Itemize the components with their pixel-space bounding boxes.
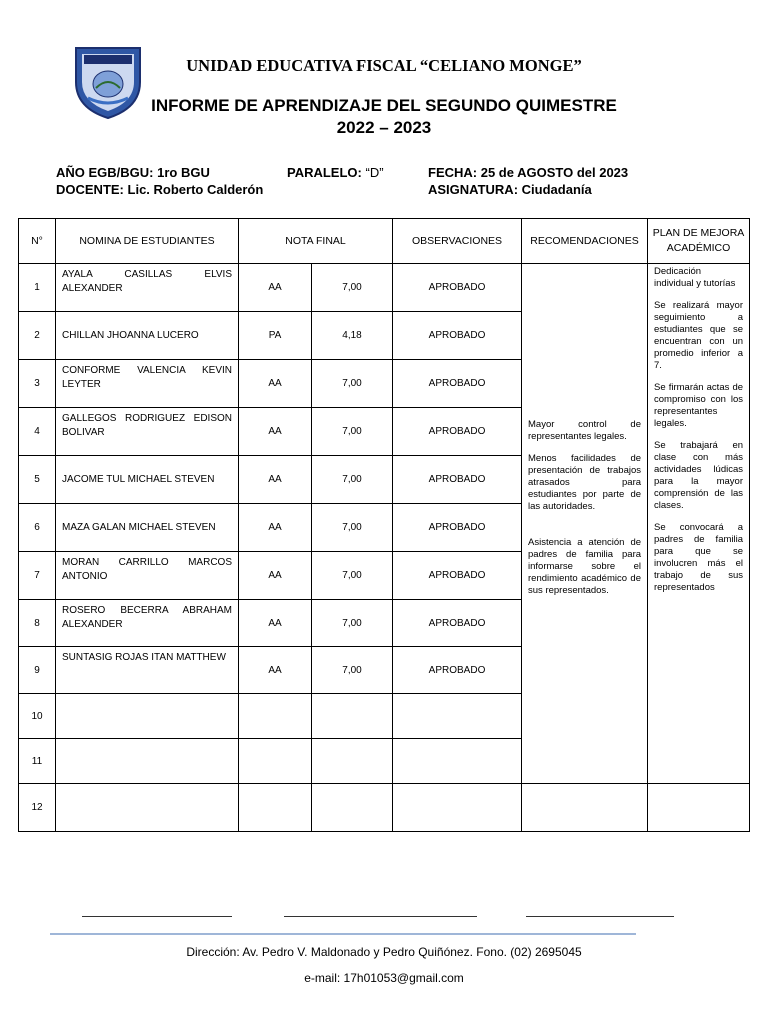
paralelo-info [287, 165, 384, 180]
observation: APROBADO [393, 312, 522, 360]
student-name [56, 739, 239, 784]
student-name [56, 784, 239, 832]
year-info [56, 165, 210, 180]
row-number: 1 [19, 264, 56, 312]
student-name: MORAN CARRILLO MARCOS ANTONIO [56, 552, 239, 600]
student-name: SUNTASIG ROJAS ITAN MATTHEW [56, 647, 239, 694]
year-value: 1ro BGU [157, 165, 210, 180]
plan-mejora-cell [648, 264, 750, 784]
recomendacion-item: Menos facilidades de presentación de trabajos atrasados para estudiantes por parte de las autoridades. [528, 453, 642, 512]
docente-info [56, 182, 263, 197]
student-name: AYALA CASILLAS ELVIS ALEXANDER [56, 264, 239, 312]
row-number: 2 [19, 312, 56, 360]
recomendaciones-empty-cell [522, 784, 648, 832]
asignatura-info [428, 182, 592, 197]
recomendacion-item: Asistencia a atención de padres de familia para informarse sobre el rendimiento académico de sus representados. [528, 537, 642, 596]
observation: APROBADO [393, 600, 522, 647]
grade-value: 7,00 [312, 456, 393, 504]
signature-line-2 [284, 916, 477, 917]
footer-rule [50, 933, 636, 935]
header-observaciones: OBSERVACIONES [393, 219, 522, 264]
plan-item: Se convocará a padres de familia para que se involucren más el trabajo de sus representados [654, 522, 744, 593]
grade-value: 7,00 [312, 264, 393, 312]
year-label: AÑO EGB/BGU: [56, 165, 154, 180]
grade-scale: PA [239, 312, 312, 360]
header-plan: PLAN DE MEJORA ACADÉMICO [648, 219, 750, 264]
header-num: N° [19, 219, 56, 264]
observation: APROBADO [393, 504, 522, 552]
footer-email: e-mail: 17h01053@gmail.com [304, 971, 464, 985]
observation: APROBADO [393, 408, 522, 456]
grade-value [312, 739, 393, 784]
row-number: 9 [19, 647, 56, 694]
report-period: 2022 – 2023 [336, 118, 432, 137]
footer-address: Dirección: Av. Pedro V. Maldonado y Pedro Quiñónez. Fono. (02) 2695045 [186, 945, 582, 959]
grade-scale [239, 739, 312, 784]
table-row [19, 264, 750, 312]
report-title-text: INFORME DE APRENDIZAJE DEL SEGUNDO QUIMESTRE [151, 96, 617, 115]
asignatura-label: ASIGNATURA: [428, 182, 519, 197]
plan-item: Se firmarán actas de compromiso con los representantes legales. [654, 382, 744, 429]
observation: APROBADO [393, 647, 522, 694]
observation [393, 694, 522, 739]
row-number: 5 [19, 456, 56, 504]
grade-value: 4,18 [312, 312, 393, 360]
grade-value: 7,00 [312, 360, 393, 408]
recomendaciones-cell [522, 264, 648, 784]
row-number: 4 [19, 408, 56, 456]
grade-value [312, 784, 393, 832]
grade-scale: AA [239, 647, 312, 694]
grades-table [18, 218, 750, 832]
plan-item: Se realizará mayor seguimiento a estudiantes que se encuentran con un promedio inferior a 7. [654, 300, 744, 371]
row-number: 6 [19, 504, 56, 552]
fecha-label: FECHA: [428, 165, 478, 180]
grade-value [312, 694, 393, 739]
observation [393, 784, 522, 832]
grade-scale: AA [239, 600, 312, 647]
grade-scale: AA [239, 504, 312, 552]
observation: APROBADO [393, 456, 522, 504]
grade-scale: AA [239, 360, 312, 408]
signature-line-3 [526, 916, 674, 917]
grade-scale [239, 694, 312, 739]
table-row [19, 784, 750, 832]
observation: APROBADO [393, 360, 522, 408]
grade-value: 7,00 [312, 600, 393, 647]
grade-value: 7,00 [312, 647, 393, 694]
report-title [0, 95, 768, 139]
grade-value: 7,00 [312, 552, 393, 600]
student-name [56, 694, 239, 739]
student-name: CONFORME VALENCIA KEVIN LEYTER [56, 360, 239, 408]
paralelo-label: PARALELO: [287, 165, 362, 180]
grade-scale: AA [239, 264, 312, 312]
fecha-value: 25 de AGOSTO del 2023 [480, 165, 629, 180]
student-name: JACOME TUL MICHAEL STEVEN [56, 456, 239, 504]
header-recomendaciones: RECOMENDACIONES [522, 219, 648, 264]
grade-scale: AA [239, 552, 312, 600]
row-number: 11 [19, 739, 56, 784]
header-nomina: NOMINA DE ESTUDIANTES [56, 219, 239, 264]
plan-empty-cell [648, 784, 750, 832]
fecha-info [428, 165, 628, 180]
grade-scale [239, 784, 312, 832]
table-header-row [19, 219, 750, 264]
school-name: UNIDAD EDUCATIVA FISCAL “CELIANO MONGE” [186, 56, 582, 75]
paralelo-value: “D” [365, 165, 384, 180]
observation: APROBADO [393, 264, 522, 312]
grade-scale: AA [239, 456, 312, 504]
row-number: 10 [19, 694, 56, 739]
observation [393, 739, 522, 784]
grade-value: 7,00 [312, 408, 393, 456]
student-name: ROSERO BECERRA ABRAHAM ALEXANDER [56, 600, 239, 647]
observation: APROBADO [393, 552, 522, 600]
header-nota: NOTA FINAL [239, 219, 393, 264]
row-number: 3 [19, 360, 56, 408]
grade-scale: AA [239, 408, 312, 456]
grade-value: 7,00 [312, 504, 393, 552]
recomendacion-item: Mayor control de representantes legales. [528, 419, 642, 442]
asignatura-value: Ciudadanía [521, 182, 592, 197]
docente-value: Lic. Roberto Calderón [127, 182, 264, 197]
row-number: 7 [19, 552, 56, 600]
signature-line-1 [82, 916, 232, 917]
student-name: GALLEGOS RODRIGUEZ EDISON BOLIVAR [56, 408, 239, 456]
plan-item: Se trabajará en clase con más actividades lúdicas para la mayor comprensión de las clases. [654, 440, 744, 511]
plan-item: Dedicación individual y tutorías [654, 266, 736, 289]
student-name: MAZA GALAN MICHAEL STEVEN [56, 504, 239, 552]
row-number: 12 [19, 784, 56, 832]
docente-label: DOCENTE: [56, 182, 124, 197]
student-name: CHILLAN JHOANNA LUCERO [56, 312, 239, 360]
row-number: 8 [19, 600, 56, 647]
